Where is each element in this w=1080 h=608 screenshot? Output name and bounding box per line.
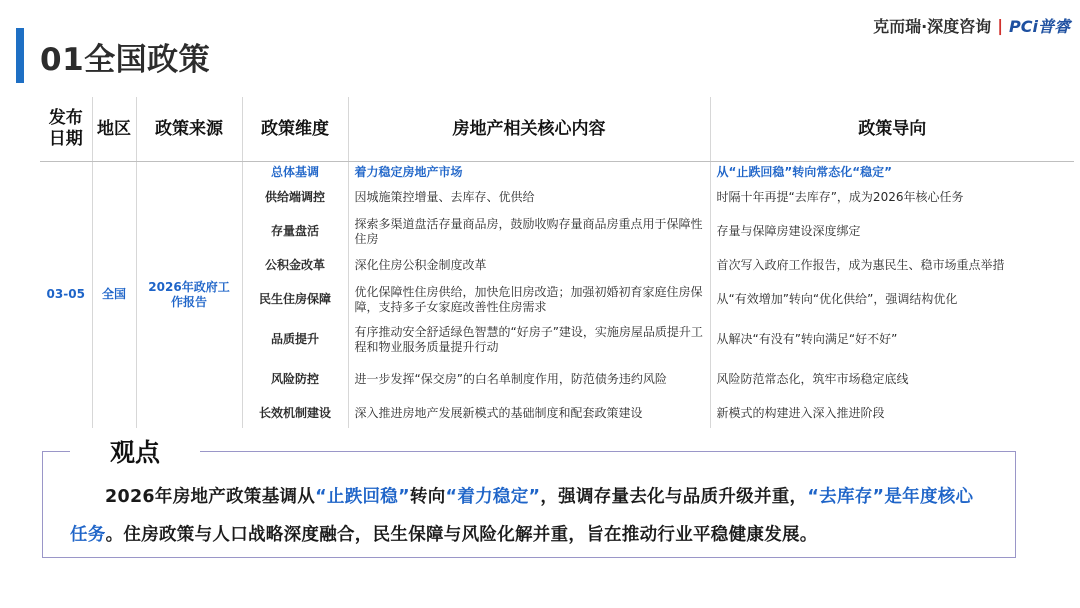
cell-content: 有序推动安全舒适绿色智慧的“好房子”建设，实施房屋品质提升工程和物业服务质量提升行动 [348, 320, 710, 360]
page-title: 01全国政策 [40, 42, 211, 78]
cell-guidance: 存量与保障房建设深度绑定 [716, 224, 861, 238]
viewpoint-text-part: 2026年房地产政策基调从 [105, 487, 316, 507]
cell-dimension: 长效机制建设 [242, 400, 348, 428]
viewpoint-title: 观点 [70, 433, 200, 469]
cell-guidance: 从“有效增加”转向“优化供给”，强调结构优化 [716, 292, 958, 306]
cell-region: 全国 [92, 162, 136, 428]
cell-guidance: 从“止跌回稳”转向常态化“稳定” [716, 165, 893, 180]
viewpoint-text-part: 转向 [409, 487, 446, 507]
cell-dimension: 风险防控 [242, 360, 348, 400]
header-source: 政策来源 [136, 97, 242, 162]
viewpoint-text-part: ，强调存量去化与品质升级并重， [540, 487, 808, 507]
cell-content: 探索多渠道盘活存量商品房，鼓励收购存量商品房重点用于保障性住房 [348, 212, 710, 252]
header-guidance: 政策导向 [710, 97, 1074, 162]
viewpoint-highlight: “着力稳定” [445, 487, 541, 507]
viewpoint-highlight: “止跌回稳” [315, 487, 410, 507]
table-row [40, 162, 1074, 184]
viewpoint-text-part: 。住房政策与人口战略深度融合，民生保障与风险化解并重，旨在推动行业平稳健康发展。 [105, 525, 818, 545]
cell-dimension: 民生住房保障 [242, 280, 348, 320]
cell-date: 03-05 [40, 162, 92, 428]
brand-name: 克而瑞·深度咨询 [873, 17, 992, 36]
cell-content: 优化保障性住房供给，加快危旧房改造；加强初婚初育家庭住房保障，支持多子女家庭改善性住房需求 [348, 280, 710, 320]
cell-dimension: 品质提升 [242, 320, 348, 360]
brand-logo [873, 14, 1070, 37]
table-header-row [40, 97, 1074, 162]
header-content: 房地产相关核心内容 [348, 97, 710, 162]
cell-content: 因城施策控增量、去库存、优供给 [348, 184, 710, 212]
cell-dimension: 公积金改革 [242, 252, 348, 280]
cell-dimension: 供给端调控 [242, 184, 348, 212]
cell-content: 着力稳定房地产市场 [348, 162, 710, 184]
header-date: 发布日期 [40, 97, 92, 162]
brand-separator: | [997, 16, 1004, 35]
viewpoint-highlight: “去库存”是年度核心任务 [70, 487, 974, 545]
cell-dimension: 总体基调 [242, 162, 348, 184]
cell-guidance: 新模式的构建进入深入推进阶段 [716, 406, 885, 420]
cell-dimension: 存量盘活 [242, 212, 348, 252]
header-dimension: 政策维度 [242, 97, 348, 162]
header-region: 地区 [92, 97, 136, 162]
cell-content: 进一步发挥“保交房”的白名单制度作用，防范债务违约风险 [348, 360, 710, 400]
viewpoint-text [70, 478, 990, 554]
cell-guidance: 时隔十年再提“去库存”，成为2026年核心任务 [716, 190, 964, 204]
title-accent-bar [16, 28, 24, 83]
policy-table [40, 97, 1074, 428]
cell-content: 深化住房公积金制度改革 [348, 252, 710, 280]
cell-guidance: 风险防范常态化，筑牢市场稳定底线 [716, 372, 909, 386]
cell-content: 深入推进房地产发展新模式的基础制度和配套政策建设 [348, 400, 710, 428]
brand-logo-mark: PCi普睿 [1009, 17, 1070, 36]
cell-guidance: 从解决“有没有”转向满足“好不好” [716, 332, 898, 346]
cell-guidance: 首次写入政府工作报告，成为惠民生、稳市场重点举措 [716, 258, 1005, 272]
cell-source: 2026年政府工作报告 [136, 162, 242, 428]
